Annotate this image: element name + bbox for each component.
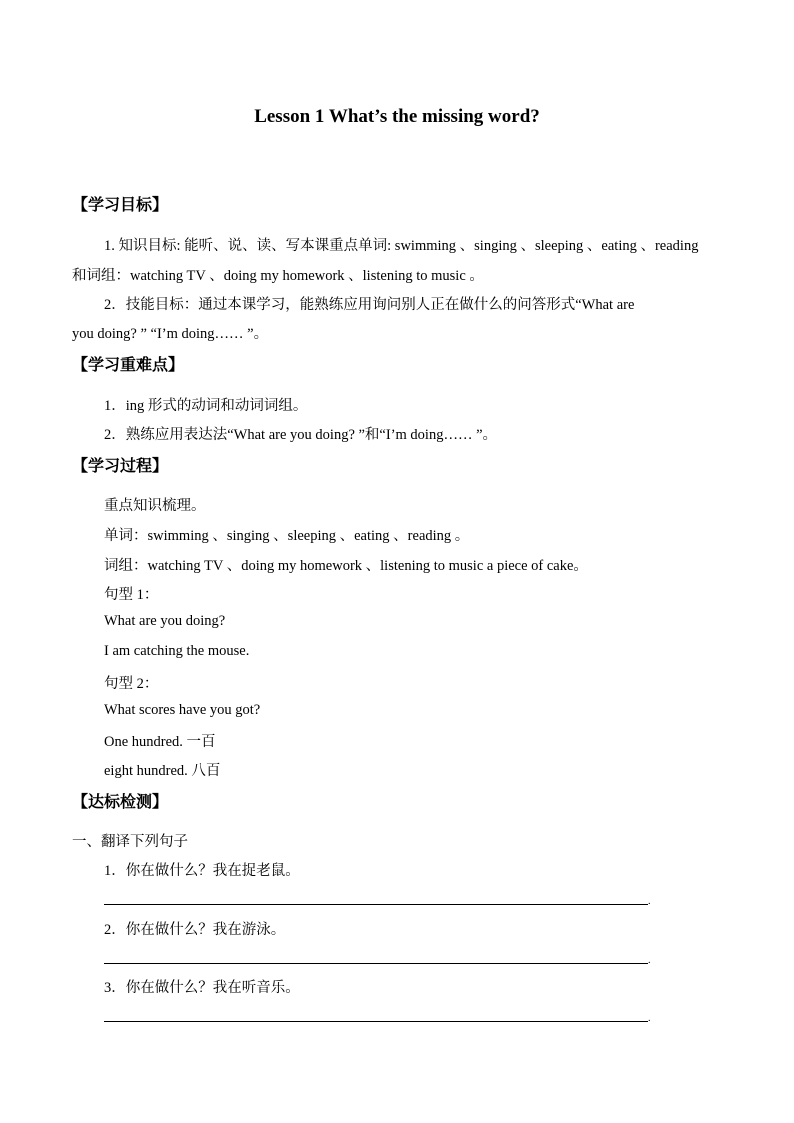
- process-line-1: 重点知识梳理。: [104, 498, 206, 514]
- section-heading-process: 【学习过程】: [72, 458, 169, 475]
- answer-line-2[interactable]: [104, 963, 648, 964]
- answer-line-3-end: .: [648, 1013, 651, 1024]
- answer-line-2-end: .: [648, 955, 651, 966]
- question-3: 3．你在做什么？我在听音乐。: [104, 980, 300, 996]
- question-1: 1．你在做什么？我在捉老鼠。: [104, 863, 300, 879]
- goals-line-2: 和词组：watching TV 、doing my homework 、listening to music 。: [72, 268, 484, 284]
- key-points-line-1: 1．ing 形式的动词和动词词组。: [104, 398, 308, 414]
- section-heading-check: 【达标检测】: [72, 794, 169, 811]
- process-line-3: 词组：watching TV 、doing my homework 、listening to music a piece of cake。: [104, 558, 588, 574]
- question-2: 2．你在做什么？我在游泳。: [104, 922, 286, 938]
- answer-line-3[interactable]: [104, 1021, 648, 1022]
- check-sub-heading: 一、翻译下列句子: [72, 834, 188, 850]
- answer-line-1-end: .: [648, 896, 651, 907]
- section-heading-key-points: 【学习重难点】: [72, 357, 185, 374]
- process-line-8: What scores have you got?: [104, 702, 261, 718]
- section-heading-goals: 【学习目标】: [72, 197, 169, 214]
- answer-line-1[interactable]: [104, 904, 648, 905]
- process-line-4: 句型 1：: [104, 587, 159, 603]
- process-line-10: eight hundred. 八百: [104, 763, 221, 779]
- process-line-7: 句型 2：: [104, 676, 159, 692]
- process-line-5: What are you doing?: [104, 613, 226, 629]
- goals-line-3: 2．技能目标：通过本课学习，能熟练应用询问别人正在做什么的问答形式“What are: [104, 297, 635, 313]
- process-line-6: I am catching the mouse.: [104, 643, 250, 659]
- process-line-2: 单词：swimming 、singing 、sleeping 、eating 、reading 。: [104, 528, 470, 544]
- goals-line-1: 1. 知识目标: 能听、说、读、写本课重点单词: swimming 、singing 、sleeping 、eating 、reading: [104, 238, 699, 254]
- process-line-9: One hundred. 一百: [104, 734, 216, 750]
- goals-line-4: you doing? ” “I’m doing…… ”。: [72, 326, 269, 342]
- key-points-line-2: 2．熟练应用表达法“What are you doing? ”和“I’m doing…… ”。: [104, 427, 498, 443]
- page-title: Lesson 1 What’s the missing word?: [254, 106, 540, 127]
